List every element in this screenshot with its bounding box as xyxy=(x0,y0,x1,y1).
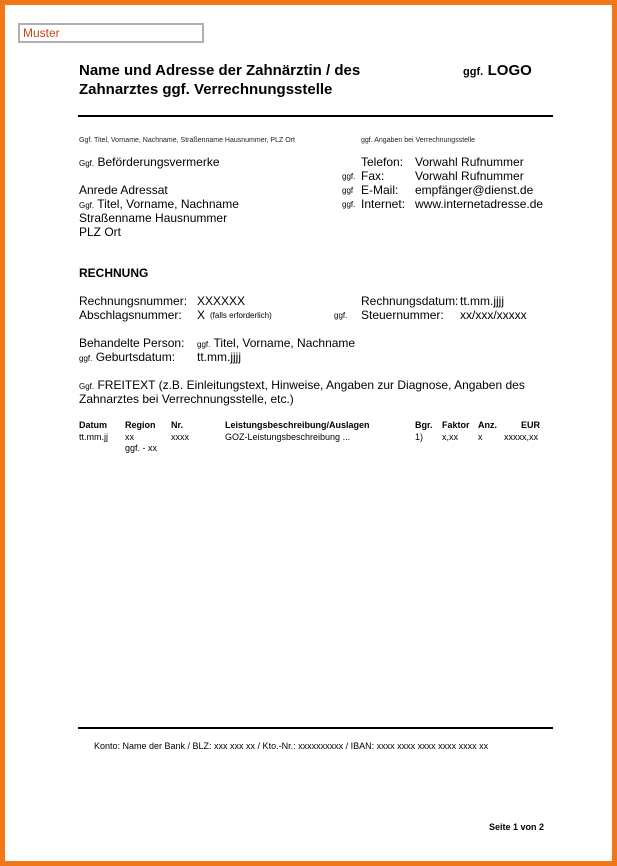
cell-date: tt.mm.jj xyxy=(79,432,108,442)
col-header-reason: Bgr. xyxy=(415,420,433,430)
col-header-description: Leistungsbeschreibung/Auslagen xyxy=(225,420,370,430)
invoice-heading: RECHNUNG xyxy=(79,266,149,280)
col-header-number: Nr. xyxy=(171,420,184,430)
dob-value: tt.mm.jjjj xyxy=(197,350,241,364)
col-header-factor: Faktor xyxy=(442,420,470,430)
tax-value: xx/xxx/xxxxx xyxy=(460,308,527,322)
logo-prefix: ggf. xyxy=(463,66,484,78)
partial-number-note: (falls erforderlich) xyxy=(210,311,272,320)
phone-value: Vorwahl Rufnummer xyxy=(415,155,524,169)
email-label: E-Mail: xyxy=(361,183,399,197)
transport-text: Beförderungsvermerke xyxy=(97,155,220,169)
web-label: Internet: xyxy=(361,197,406,211)
tax-label: Steuernummer: xyxy=(361,308,444,322)
transport-prefix: Ggf. xyxy=(79,159,95,168)
billing-note: ggf. Angaben bei Verrechnungsstelle xyxy=(361,137,476,144)
freetext-prefix: Ggf. xyxy=(79,382,95,391)
email-prefix: ggf xyxy=(342,186,354,195)
email-value: empfänger@dienst.de xyxy=(415,183,534,197)
fax-prefix: ggf. xyxy=(342,172,356,181)
cell-amount: xxxxx,xx xyxy=(504,432,539,442)
patient-label: Behandelte Person: xyxy=(79,336,185,350)
fax-label: Fax: xyxy=(361,169,385,183)
col-header-quantity: Anz. xyxy=(478,420,497,430)
logo-placeholder xyxy=(463,62,532,80)
footer-rule xyxy=(78,727,553,729)
col-header-eur: EUR xyxy=(521,420,541,430)
practice-name-line2: Zahnarztes ggf. Verrechnungsstelle xyxy=(79,81,333,98)
cell-reason: 1) xyxy=(415,432,424,442)
phone-label: Telefon: xyxy=(361,155,404,169)
page-number: Seite 1 von 2 xyxy=(489,822,545,832)
logo-text: LOGO xyxy=(487,62,532,79)
invoice-number-value: XXXXXX xyxy=(197,294,246,308)
recipient-salutation: Anrede Adressat xyxy=(79,183,168,197)
invoice-date-label: Rechnungsdatum: xyxy=(361,294,459,308)
recipient-street: Straßenname Hausnummer xyxy=(79,211,228,225)
tax-prefix: ggf. xyxy=(334,311,348,320)
sender-line: Ggf. Titel, Vorname, Nachname, Straßenname Hausnummer, PLZ Ort xyxy=(79,137,295,144)
transport-note xyxy=(79,155,220,171)
recipient-name-text: Titel, Vorname, Nachname xyxy=(97,197,239,211)
web-value: www.internetadresse.de xyxy=(415,197,544,211)
bank-details: Konto: Name der Bank / BLZ: xxx xxx xx / Kto.-Nr.: xxxxxxxxxx / IBAN: xxxx xxxx xxxx xxxx xxxx xx xyxy=(94,741,489,751)
practice-name-line1: Name und Adresse der Zahnärztin / des xyxy=(79,62,361,79)
invoice-number-label: Rechnungsnummer: xyxy=(79,294,188,308)
dob-label: Geburtsdatum: xyxy=(95,350,176,364)
cell-factor: x,xx xyxy=(442,432,459,442)
cell-region: xx xyxy=(125,432,134,442)
partial-number-value: X xyxy=(197,308,206,322)
partial-number-label: Abschlagsnummer: xyxy=(79,308,182,322)
patient-name-prefix: ggf. xyxy=(197,340,211,349)
fax-value: Vorwahl Rufnummer xyxy=(415,169,524,183)
dob-line xyxy=(79,350,175,366)
web-prefix: ggf. xyxy=(342,200,356,209)
col-header-region: Region xyxy=(125,420,156,430)
col-header-date: Datum xyxy=(79,420,108,430)
cell-region-extra: ggf. - xx xyxy=(125,443,158,453)
freetext-line2: Zahnarztes bei Verrechnungsstelle, etc.) xyxy=(79,392,294,406)
cell-number: xxxx xyxy=(171,432,189,442)
freetext-text: FREITEXT (z.B. Einleitungstext, Hinweise, Angaben zur Diagnose, Angaben des xyxy=(97,378,525,392)
invoice-date-value: tt.mm.jjjj xyxy=(460,294,504,308)
recipient-city: PLZ Ort xyxy=(79,225,122,239)
muster-stamp: Muster xyxy=(18,23,204,43)
recipient-name-prefix: Ggf. xyxy=(79,201,95,210)
cell-quantity: x xyxy=(478,432,483,442)
dob-prefix: ggf. xyxy=(79,354,93,363)
header-rule xyxy=(78,115,553,117)
patient-name-text: Titel, Vorname, Nachname xyxy=(213,336,356,350)
cell-description: GOZ-Leistungsbeschreibung ... xyxy=(225,432,351,442)
